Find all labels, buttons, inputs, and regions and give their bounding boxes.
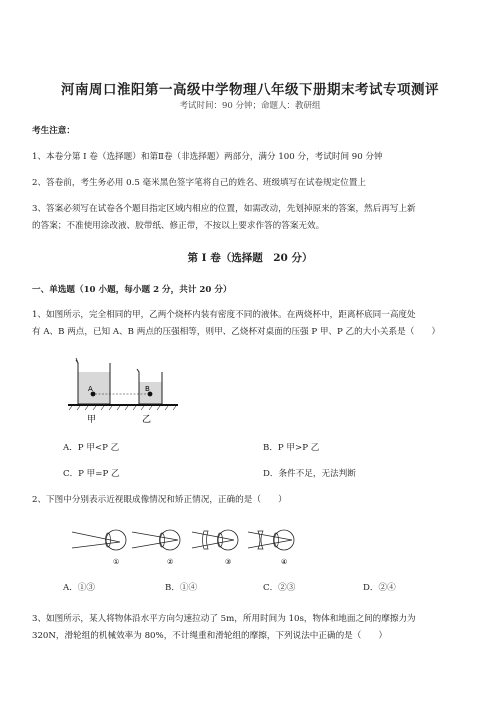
exam-subtitle: 考试时间：90 分钟；命题人：教研组 xyxy=(179,101,321,111)
label-yi: 乙 xyxy=(142,415,152,425)
section-title: 第 I 卷（选择题 20 分） xyxy=(187,252,313,264)
table-hatching xyxy=(69,406,176,410)
q3-text-line2: 320N，滑轮组的机械效率为 80%，不计绳重和滑轮组的摩擦，下列说法中正确的是（ ） xyxy=(32,631,388,641)
q2-option-d[interactable]: D．②④ xyxy=(363,583,396,593)
beaker-yi xyxy=(137,369,162,404)
q1-option-d[interactable]: D．条件不足，无法判断 xyxy=(263,469,356,479)
q2-option-a[interactable]: A．①③ xyxy=(63,583,95,593)
part-heading: 一、单选题（10 小题，每小题 2 分，共计 20 分） xyxy=(32,285,232,295)
eye-diagram-1 xyxy=(72,530,126,566)
q2-option-c[interactable]: C．②③ xyxy=(263,583,296,593)
q1-option-c[interactable]: C．P 甲=P 乙 xyxy=(63,469,120,479)
eye-diagram-4 xyxy=(248,530,294,566)
notes-heading: 考生注意： xyxy=(32,126,75,136)
q1-text-line1: 1、如图所示，完全相同的甲，乙两个烧杯内装有密度不同的液体。在两烧杯中，距离杯底同一高度处 xyxy=(32,310,416,320)
notes-item-1: 1、本卷分第 I 卷（选择题）和第Ⅱ卷（非选择题）两部分，满分 100 分，考试时间 90 分钟 xyxy=(32,152,383,162)
notes-item-3: 3、答案必须写在试卷各个题目指定区域内相应的位置，如需改动，先划掉原来的答案，然后再写上新 xyxy=(32,204,416,214)
q2-option-b[interactable]: B．①④ xyxy=(165,583,198,593)
point-a-label: A xyxy=(88,385,93,393)
eye-diagram-3 xyxy=(192,530,238,566)
q2-eye-figures xyxy=(70,522,300,570)
beaker-jia xyxy=(76,358,110,404)
label-jia: 甲 xyxy=(87,415,97,425)
q1-option-b[interactable]: B．P 甲>P 乙 xyxy=(263,443,320,453)
notes-item-3-cont: 的答案；不准使用涂改液、胶带纸、修正带，不按以上要求作答的答案无效。 xyxy=(32,221,325,231)
q2-text: 2、下图中分别表示近视眼成像情况和矫正情况，正确的是（ ） xyxy=(32,495,287,505)
eye-label-2: ② xyxy=(167,558,174,566)
eye-label-1: ① xyxy=(113,558,120,566)
q1-option-a[interactable]: A．P 甲<P 乙 xyxy=(63,443,120,453)
q3-text-line1: 3、如图所示，某人将物体沿水平方向匀速拉动了 5m，所用时间为 10s，物体和地面之间的摩擦力为 xyxy=(32,614,416,624)
eye-label-3: ③ xyxy=(225,558,232,566)
eye-label-4: ④ xyxy=(281,558,288,566)
point-b-label: B xyxy=(145,385,150,393)
eye-diagram-2 xyxy=(132,530,180,566)
exam-title: 河南周口淮阳第一高级中学物理八年级下册期末考试专项测评 xyxy=(61,82,439,98)
notes-item-2: 2、答卷前，考生务必用 0.5 毫米黑色签字笔将自己的姓名、班级填写在试卷规定位置上 xyxy=(32,178,366,188)
q1-text-line2: 有 A、B 两点，已知 A、B 两点的压强相等，则甲、乙烧杯对桌面的压强 P 甲、P 乙的大小关系是（ ） xyxy=(32,327,441,337)
q1-beakers-figure xyxy=(66,355,186,427)
